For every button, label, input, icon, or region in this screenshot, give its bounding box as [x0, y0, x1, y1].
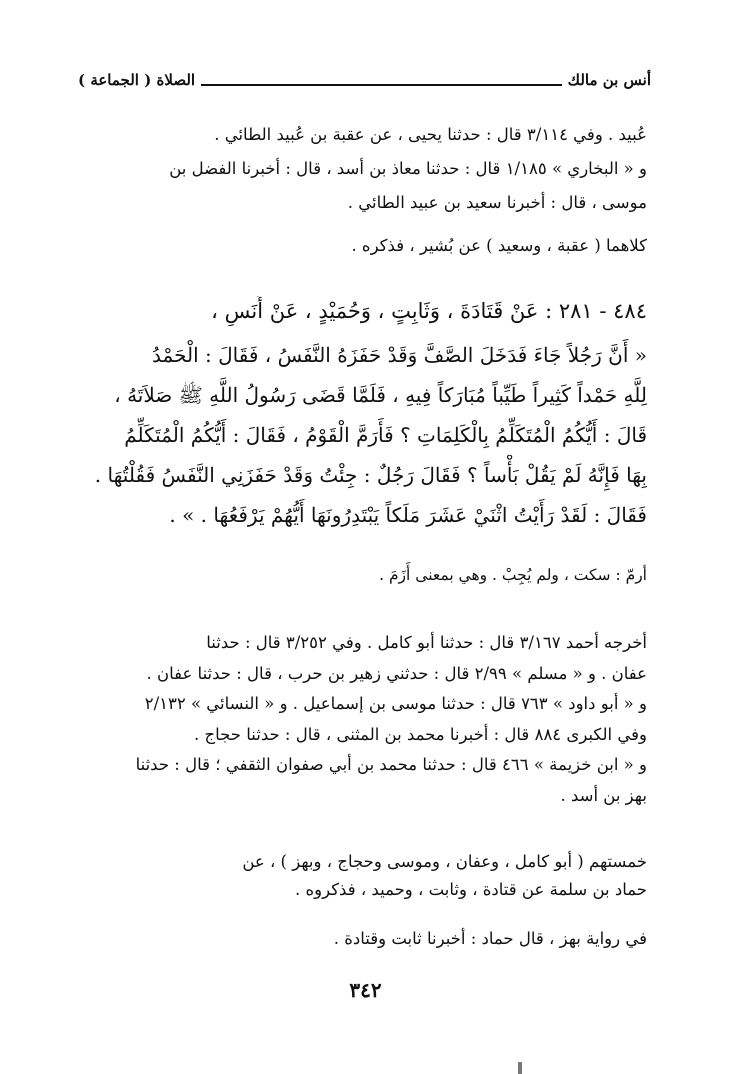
source-line: و « البخاري » ١/١٨٥ قال : حدثنا معاذ بن أسد ، قال : أخبرنا الفضل بن	[169, 159, 647, 178]
takhrij-line: وفي الكبرى ٨٨٤ قال : أخبرنا محمد بن المثنى ، قال : حدثنا حجاج .	[193, 724, 647, 744]
hadith-number-and-chain: ٤٨٤ - ٢٨١ : عَنْ قَتَادَةَ ، وَثَابِتٍ ، وَحُمَيْدٍ ، عَنْ أَنَسٍ ،	[211, 299, 647, 323]
summary-paragraph	[85, 848, 647, 904]
takhrij-line: عفان . و « مسلم » ٢/٩٩ قال : حدثني زهير بن حرب ، قال : حدثنا عفان .	[146, 663, 647, 683]
summary-line: حماد بن سلمة عن قتادة ، وثابت ، وحميد ، فذكروه .	[295, 880, 647, 899]
hadith-line: « أَنَّ رَجُلاً جَاءَ فَدَخَلَ الصَّفَّ وَقَدْ حَفَزَهُ النَّفَسُ ، فَقَالَ : الْحَمْدُ	[152, 343, 647, 367]
takhrij-line: و « ابن خزيمة » ٤٦٦ قال : حدثنا محمد بن أبي صفوان الثقفي ؛ قال : حدثنا	[135, 755, 647, 774]
running-header	[78, 66, 651, 94]
binding-mark	[518, 1062, 522, 1074]
both-line: كلاهما ( عقبة ، وسعيد ) عن بُشير ، فذكره .	[351, 236, 647, 255]
hadith-line: بِهَا فَإِنَّهُ لَمْ يَقُلْ بَأْساً ؟ فَقَالَ رَجُلٌ : جِئْتُ وَقَدْ حَفَزَنِي النَّفَسُ فَقُلْتُهَا .	[94, 463, 647, 487]
header-section-name: الصلاة ( الجماعة )	[78, 71, 196, 89]
hadith-text	[85, 335, 647, 535]
source-line: موسى ، قال : أخبرنا سعيد بن عبيد الطائي .	[347, 193, 647, 212]
header-rule	[201, 84, 562, 86]
hadith-line: فَقَالَ : لَقَدْ رَأَيْتُ اثْنَيْ عَشَرَ مَلَكاً يَبْتَدِرُونَهَا أَيُّهُمْ يَرْفَعُهَا . » .	[169, 503, 647, 527]
hadith-line: قَالَ : أَيُّكُمُ الْمُتَكَلِّمُ بِالْكَلِمَاتِ ؟ فَأَرَمَّ الْقَوْمُ ، فَقَالَ : أَيُّكُمُ الْمُتَكَلِّمُ	[124, 423, 647, 447]
hadith-heading	[85, 296, 647, 326]
both-line-paragraph	[85, 231, 647, 261]
header-chapter-name: أنس بن مالك	[567, 71, 651, 89]
source-line: عُبيد . وفي ٣/١١٤ قال : حدثنا يحيى ، عن عقبة بن عُبيد الطائي .	[214, 125, 647, 144]
summary-line: خمستهم ( أبو كامل ، وعفان ، وموسى وحجاج ، وبهز ) ، عن	[242, 852, 647, 871]
page-number: ٣٤٢	[349, 978, 382, 1002]
takhrij-line: و « أبو داود » ٧٦٣ قال : حدثنا موسى بن إسماعيل . و « النسائي » ٢/١٣٢	[144, 694, 647, 713]
source-paragraph	[85, 118, 647, 220]
hadith-line: لِلَّهِ حَمْداً كَثِيراً طَيِّباً مُبَارَكاً فِيهِ ، فَلَمَّا قَضَى رَسُولُ اللَّهِ ﷺ صَلاَتَهُ ،	[114, 383, 647, 407]
takhrij-paragraph	[85, 628, 647, 811]
takhrij-line: بهز بن أسد .	[560, 785, 647, 805]
gloss-line: أرمّ : سكت ، ولم يُجِبْ . وهي بمعنى أَزَمَ .	[379, 566, 647, 584]
takhrij-line: أخرجه أحمد ٣/١٦٧ قال : حدثنا أبو كامل . وفي ٣/٢٥٢ قال : حدثنا	[206, 633, 647, 652]
riwaya-line: في رواية بهز ، قال حماد : أخبرنا ثابت وقتادة .	[333, 929, 647, 948]
gloss-note	[85, 561, 647, 589]
riwaya-note	[85, 924, 647, 954]
